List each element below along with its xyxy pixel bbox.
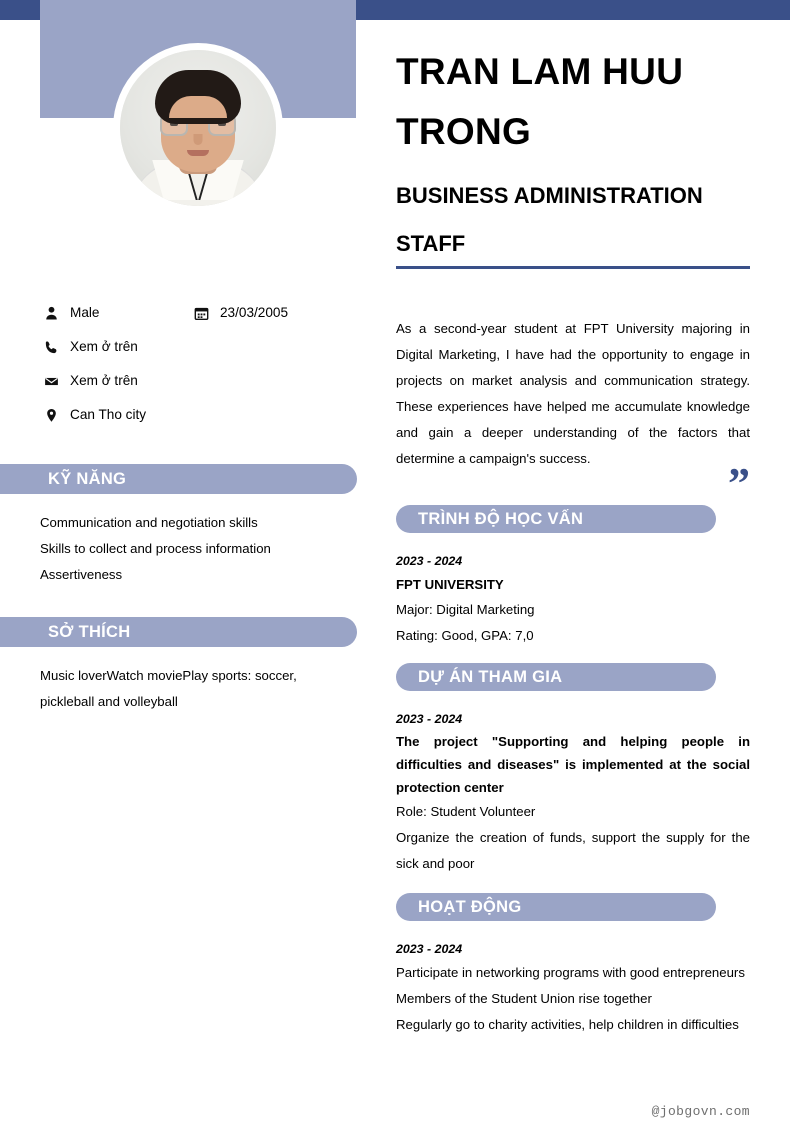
contact-item-gender xyxy=(40,303,190,323)
contact-value-birthday: 23/03/2005 xyxy=(220,305,289,320)
list-item: Participate in networking programs with good entrepreneurs xyxy=(396,965,745,980)
education-date: 2023 - 2024 xyxy=(396,554,463,568)
phone-icon xyxy=(40,340,62,355)
contact-value-email: Xem ở trên xyxy=(70,373,138,388)
project-title: The project "Supporting and helping people in difficulties and diseases" is implemented at the social protection center xyxy=(396,734,750,795)
education-rating: Rating: Good, GPA: 7,0 xyxy=(396,628,534,643)
activities-date: 2023 - 2024 xyxy=(396,942,463,956)
avatar xyxy=(113,43,283,213)
contact-item-address xyxy=(40,405,190,425)
contact-value-gender: Male xyxy=(70,305,100,320)
contact-item-phone xyxy=(40,337,190,357)
contact-info xyxy=(40,296,360,432)
contact-value-address: Can Tho city xyxy=(70,407,147,422)
avatar-photo xyxy=(120,50,276,206)
envelope-icon xyxy=(40,374,62,389)
job-title: BUSINESS ADMINISTRATION STAFF xyxy=(396,183,703,256)
section-header-activities: HOẠT ĐỘNG xyxy=(396,893,716,921)
section-header-skills: KỸ NĂNG xyxy=(0,464,357,494)
list-item: Members of the Student Union rise together xyxy=(396,991,652,1006)
title-divider xyxy=(396,266,750,269)
contact-item-birthday xyxy=(190,303,288,323)
list-item: Communication and negotiation skills xyxy=(40,515,258,530)
skills-list xyxy=(40,510,340,588)
contact-row xyxy=(40,364,360,398)
project-date: 2023 - 2024 xyxy=(396,712,463,726)
section-header-education: TRÌNH ĐỘ HỌC VẤN xyxy=(396,505,716,533)
project-description: Organize the creation of funds, support the supply for the sick and poor xyxy=(396,830,750,871)
person-icon xyxy=(40,306,62,321)
site-watermark: @jobgovn.com xyxy=(651,1104,750,1119)
education-major: Major: Digital Marketing xyxy=(396,602,535,617)
project-entry xyxy=(396,708,750,877)
list-item: Skills to collect and process information xyxy=(40,541,271,556)
contact-row xyxy=(40,330,360,364)
section-header-hobbies: SỞ THÍCH xyxy=(0,617,357,647)
page-title: TRAN LAM HUU TRONG xyxy=(396,51,684,152)
calendar-icon xyxy=(190,306,212,321)
location-pin-icon xyxy=(40,408,62,423)
list-item: Regularly go to charity activities, help children in difficulties xyxy=(396,1017,739,1032)
profile-summary: As a second-year student at FPT University majoring in Digital Marketing, I have had the opportunity to engage in projects on market analysis and communication strategy. These experiences have helped me accumulate knowledge and gain a deeper understanding of the factors that determine a campaign's success. xyxy=(396,321,750,466)
section-header-projects: DỰ ÁN THAM GIA xyxy=(396,663,716,691)
quote-icon: ” xyxy=(728,459,750,508)
education-entry xyxy=(396,550,750,649)
hobbies-text: Music loverWatch moviePlay sports: soccer, pickleball and volleyball xyxy=(40,668,297,709)
activities-entry xyxy=(396,938,750,1038)
contact-row xyxy=(40,398,360,432)
contact-item-email xyxy=(40,371,190,391)
contact-row xyxy=(40,296,360,330)
contact-value-phone: Xem ở trên xyxy=(70,339,138,354)
education-institution: FPT UNIVERSITY xyxy=(396,577,504,592)
project-role: Role: Student Volunteer xyxy=(396,804,536,819)
list-item: Assertiveness xyxy=(40,567,123,582)
